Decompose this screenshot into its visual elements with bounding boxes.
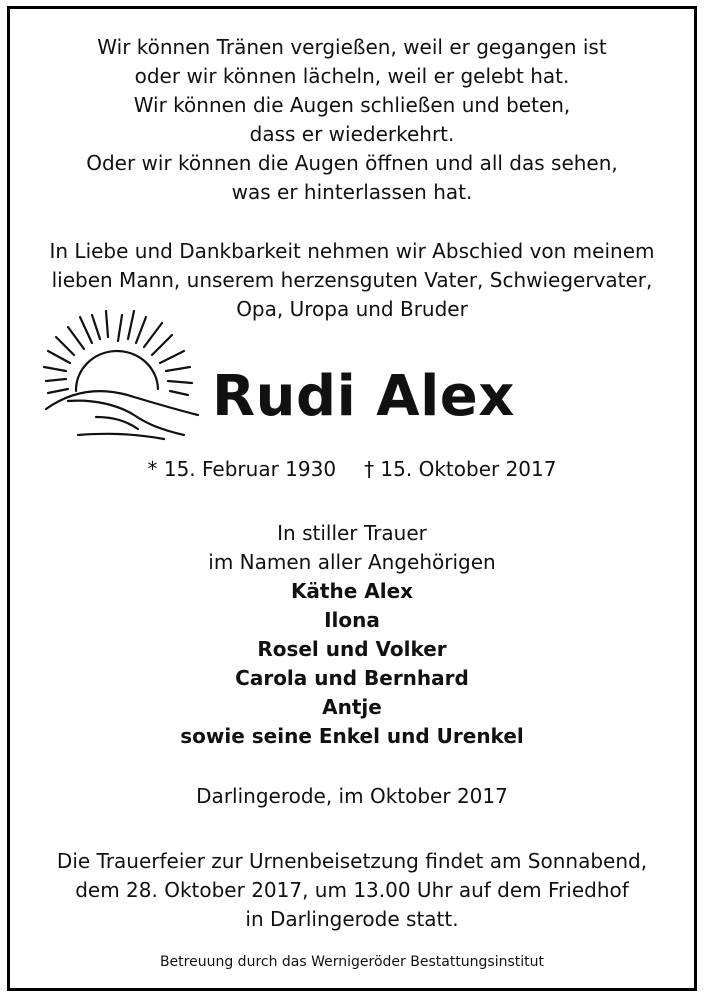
funeral-line: in Darlingerode statt.	[245, 907, 459, 931]
poem-line: Wir können die Augen schließen und beten,	[133, 93, 571, 117]
mourner-name: Carola und Bernhard	[235, 666, 469, 690]
mourning-line: im Namen aller Angehörigen	[208, 550, 496, 574]
poem-line: Wir können Tränen vergießen, weil er gegangen ist	[97, 35, 607, 59]
intro-line: Opa, Uropa und Bruder	[236, 297, 468, 321]
poem-line: oder wir können lächeln, weil er gelebt hat.	[134, 64, 570, 88]
poem-line: was er hinterlassen hat.	[231, 180, 473, 204]
funeral-line: dem 28. Oktober 2017, um 13.00 Uhr auf dem Friedhof	[75, 878, 629, 902]
mourners	[10, 519, 694, 751]
poem	[10, 33, 694, 207]
deceased-name: Rudi Alex	[212, 364, 515, 429]
mourner-name: Ilona	[324, 608, 380, 632]
footer-credit: Betreuung durch das Wernigeröder Bestattungsinstitut	[159, 954, 545, 970]
mourner-name: Käthe Alex	[290, 579, 414, 603]
mourner-name: sowie seine Enkel und Urenkel	[180, 724, 524, 748]
obituary-frame	[7, 6, 697, 991]
birth-date: * 15. Februar 1930	[147, 457, 337, 481]
poem-line: Oder wir können die Augen öffnen und all das sehen,	[86, 151, 618, 175]
intro-line: In Liebe und Dankbarkeit nehmen wir Abschied von meinem	[49, 239, 655, 263]
life-dates	[10, 457, 694, 481]
mourning-line: In stiller Trauer	[277, 521, 427, 545]
mourner-name: Antje	[322, 695, 382, 719]
funeral-line: Die Trauerfeier zur Urnenbeisetzung findet am Sonnabend,	[56, 849, 648, 873]
sunset-icon	[34, 305, 204, 445]
death-date: † 15. Oktober 2017	[364, 457, 557, 481]
funeral-notice	[10, 847, 694, 934]
place-date: Darlingerode, im Oktober 2017	[196, 784, 508, 808]
intro-line: lieben Mann, unserem herzensguten Vater, Schwiegervater,	[51, 268, 653, 292]
mourner-name: Rosel und Volker	[257, 637, 447, 661]
poem-line: dass er wiederkehrt.	[249, 122, 455, 146]
